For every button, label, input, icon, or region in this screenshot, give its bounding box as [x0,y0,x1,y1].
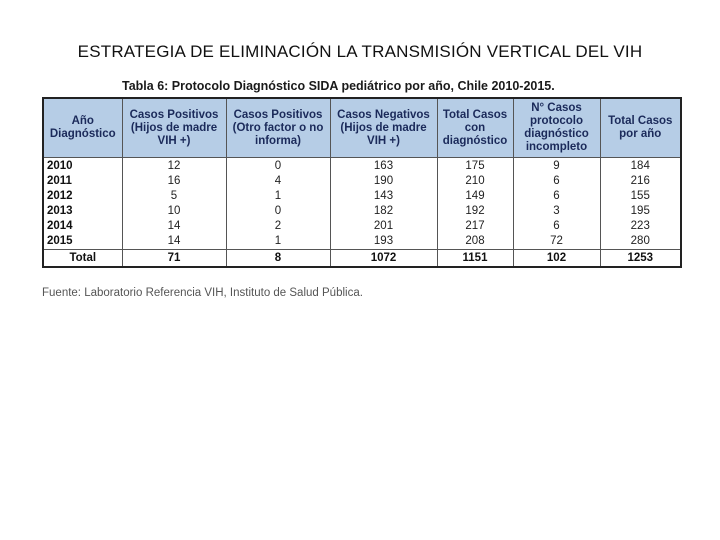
source-note: Fuente: Laboratorio Referencia VIH, Instituto de Salud Pública. [42,287,363,299]
cell-value: 4 [226,174,330,189]
cell-value: 0 [226,158,330,175]
cell-value: 190 [330,174,437,189]
cell-value: 6 [513,219,600,234]
cell-year: 2011 [43,174,122,189]
table-caption: Tabla 6: Protocolo Diagnóstico SIDA pediátrico por año, Chile 2010-2015. [122,79,555,93]
cell-value: 216 [600,174,681,189]
header-total-diagnosed: Total Casos con diagnóstico [437,98,513,158]
cell-value: 14 [122,219,226,234]
cell-value: 9 [513,158,600,175]
header-total-per-year: Total Casos por año [600,98,681,158]
slide-title: ESTRATEGIA DE ELIMINACIÓN LA TRANSMISIÓN VERTICAL DEL VIH [77,42,643,61]
table-row [43,204,681,219]
cell-total: 71 [122,250,226,268]
cell-value: 184 [600,158,681,175]
cell-total: 102 [513,250,600,268]
cell-value: 6 [513,189,600,204]
cell-value: 155 [600,189,681,204]
header-positive-hiv-mother: Casos Positivos (Hijos de madre VIH +) [122,98,226,158]
cell-value: 182 [330,204,437,219]
cell-value: 163 [330,158,437,175]
table-total-row [43,250,681,268]
cell-value: 5 [122,189,226,204]
cell-year: 2014 [43,219,122,234]
table-row [43,219,681,234]
cell-year: 2013 [43,204,122,219]
cell-total: 8 [226,250,330,268]
cell-value: 192 [437,204,513,219]
header-incomplete-protocol: N° Casos protocolo diagnóstico incompleto [513,98,600,158]
cell-value: 175 [437,158,513,175]
cell-total: 1072 [330,250,437,268]
header-positive-other: Casos Positivos (Otro factor o no informa) [226,98,330,158]
table-row [43,189,681,204]
cell-value: 16 [122,174,226,189]
cell-value: 208 [437,234,513,250]
cell-value: 280 [600,234,681,250]
cell-total-label: Total [43,250,122,268]
cell-value: 1 [226,189,330,204]
table-row [43,158,681,175]
cell-value: 201 [330,219,437,234]
cell-value: 193 [330,234,437,250]
cell-value: 217 [437,219,513,234]
pediatric-aids-table [42,97,682,268]
cell-total: 1151 [437,250,513,268]
cell-value: 6 [513,174,600,189]
cell-year: 2012 [43,189,122,204]
cell-value: 149 [437,189,513,204]
cell-value: 10 [122,204,226,219]
cell-value: 143 [330,189,437,204]
header-negative-hiv-mother: Casos Negativos (Hijos de madre VIH +) [330,98,437,158]
cell-value: 2 [226,219,330,234]
cell-value: 3 [513,204,600,219]
cell-value: 12 [122,158,226,175]
cell-value: 1 [226,234,330,250]
cell-year: 2010 [43,158,122,175]
cell-value: 195 [600,204,681,219]
header-year: Año Diagnóstico [43,98,122,158]
table-row [43,234,681,250]
cell-total: 1253 [600,250,681,268]
cell-value: 223 [600,219,681,234]
cell-value: 14 [122,234,226,250]
cell-year: 2015 [43,234,122,250]
table-row [43,174,681,189]
cell-value: 0 [226,204,330,219]
cell-value: 72 [513,234,600,250]
cell-value: 210 [437,174,513,189]
table-header-row [43,98,681,158]
